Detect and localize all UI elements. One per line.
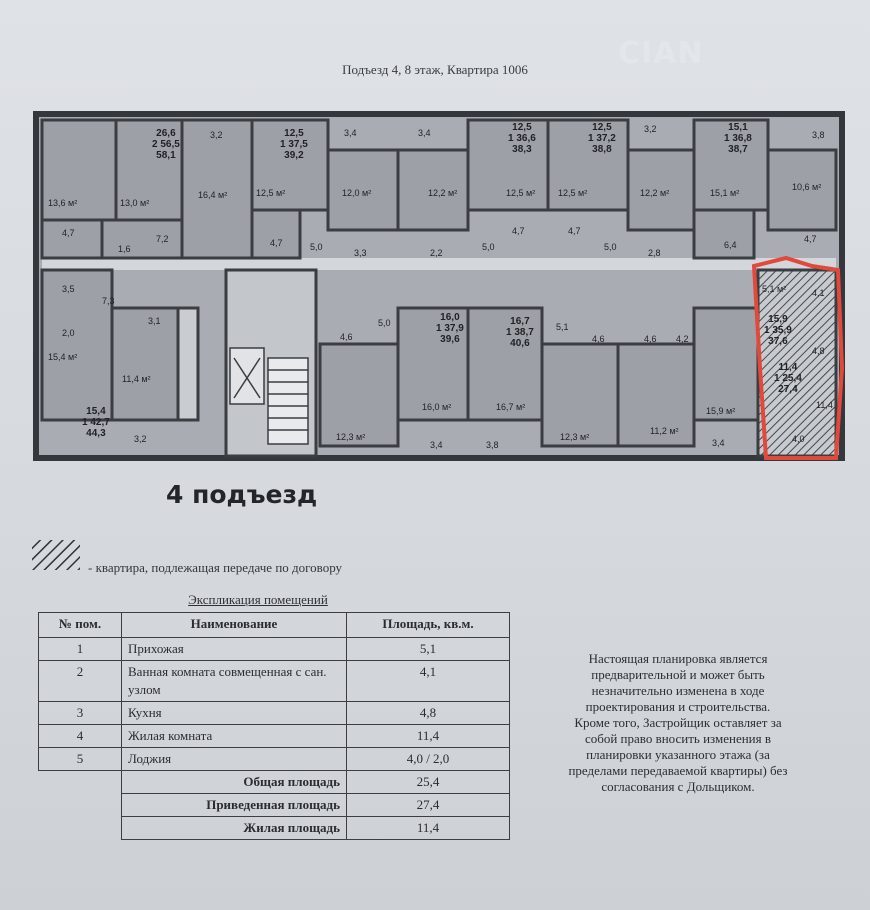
disclaimer-line: Настоящая планировка является bbox=[588, 651, 768, 666]
room-area: 3,8 bbox=[486, 440, 499, 450]
plan-label-b6: 15,9 1 35,9 37,6 bbox=[764, 314, 792, 347]
room-area: 3,8 bbox=[812, 130, 825, 140]
disclaimer-line: согласования с Дольщиком. bbox=[601, 779, 755, 794]
cell-area: 4,1 bbox=[347, 661, 510, 702]
room-area: 3,2 bbox=[210, 130, 223, 140]
floor-plan bbox=[30, 108, 860, 468]
room-area: 4,6 bbox=[340, 332, 353, 342]
blank-cell bbox=[39, 817, 122, 840]
plan-label-b3: 16,7 1 38,7 40,6 bbox=[506, 316, 534, 349]
room-area: 16,7 м² bbox=[496, 402, 526, 412]
room-area: 3,4 bbox=[344, 128, 357, 138]
room-area: 4,1 bbox=[812, 288, 825, 298]
plan-label-a1: 26,6 2 56,5 58,1 bbox=[152, 128, 180, 161]
room-area: 11,4 bbox=[816, 400, 833, 410]
cell-name: Кухня bbox=[122, 702, 347, 725]
room-area: 2,2 bbox=[430, 248, 443, 258]
room-area: 12,5 м² bbox=[256, 188, 286, 198]
cell-num: 5 bbox=[39, 748, 122, 771]
cell-area: 5,1 bbox=[347, 638, 510, 661]
cell-name: Ванная комната совмещенная с сан. узлом bbox=[122, 661, 347, 702]
explication-table bbox=[38, 612, 510, 840]
room-area: 2,0 bbox=[62, 328, 75, 338]
legend bbox=[30, 538, 430, 578]
plan-label-a5: 12,5 1 37,2 38,8 bbox=[588, 122, 616, 155]
room-area: 12,3 м² bbox=[336, 432, 366, 442]
room-area: 16,0 м² bbox=[422, 402, 452, 412]
disclaimer-line: Кроме того, Застройщик оставляет за bbox=[574, 715, 782, 730]
total-value: 11,4 bbox=[347, 817, 510, 840]
plan-label-b1: 15,4 1 42,7 44,3 bbox=[82, 406, 110, 439]
plan-label-a4: 12,5 1 36,6 38,3 bbox=[508, 122, 536, 155]
cell-num: 3 bbox=[39, 702, 122, 725]
room-area: 15,9 м² bbox=[706, 406, 736, 416]
room-area: 3,5 bbox=[62, 284, 75, 294]
room-area: 5,1 м² bbox=[762, 284, 787, 294]
disclaimer-line: планировки указанного этажа (за bbox=[586, 747, 770, 762]
cell-num: 4 bbox=[39, 725, 122, 748]
room-area: 12,0 м² bbox=[342, 188, 372, 198]
total-label: Приведенная площадь bbox=[122, 794, 347, 817]
room-area: 16,4 м² bbox=[198, 190, 228, 200]
room-area: 2,8 bbox=[648, 248, 661, 258]
table-row bbox=[39, 638, 510, 661]
room-area: 5,0 bbox=[482, 242, 495, 252]
total-value: 27,4 bbox=[347, 794, 510, 817]
room-area: 13,0 м² bbox=[120, 198, 150, 208]
table-caption: Экспликация помещений bbox=[188, 592, 328, 607]
room-area: 12,5 м² bbox=[558, 188, 588, 198]
room-area: 1,6 bbox=[118, 244, 131, 254]
total-label: Жилая площадь bbox=[122, 817, 347, 840]
room-area: 3,4 bbox=[430, 440, 443, 450]
room-area: 3,1 bbox=[148, 316, 161, 326]
cell-name: Лоджия bbox=[122, 748, 347, 771]
room-area: 4,2 bbox=[676, 334, 689, 344]
room-area: 12,5 м² bbox=[506, 188, 536, 198]
room-area: 3,3 bbox=[354, 248, 367, 258]
room-area: 7,3 bbox=[102, 296, 115, 306]
room-area: 5,0 bbox=[604, 242, 617, 252]
room-area: 4,8 bbox=[812, 346, 825, 356]
room-area: 13,6 м² bbox=[48, 198, 78, 208]
blank-cell bbox=[39, 794, 122, 817]
table-row bbox=[39, 702, 510, 725]
room-area: 11,2 м² bbox=[650, 426, 679, 436]
cell-name: Жилая комната bbox=[122, 725, 347, 748]
table-row bbox=[39, 661, 510, 702]
room-area: 15,1 м² bbox=[710, 188, 740, 198]
room-area: 12,2 м² bbox=[428, 188, 458, 198]
room-area: 12,2 м² bbox=[640, 188, 670, 198]
room-area: 3,2 bbox=[644, 124, 657, 134]
room-area: 3,4 bbox=[712, 438, 725, 448]
room-area: 10,6 м² bbox=[792, 182, 822, 192]
table-row bbox=[39, 725, 510, 748]
room-area: 4,0 bbox=[792, 434, 805, 444]
disclaimer-line: собой право вносить изменения в bbox=[584, 731, 772, 746]
room-area: 3,4 bbox=[418, 128, 431, 138]
disclaimer-text bbox=[538, 651, 818, 795]
legend-text: - квартира, подлежащая передаче по договору bbox=[88, 560, 343, 575]
cell-area: 11,4 bbox=[347, 725, 510, 748]
disclaimer-line: предварительной и может быть bbox=[591, 667, 765, 682]
room-area: 4,6 bbox=[644, 334, 657, 344]
room-area: 7,2 bbox=[156, 234, 169, 244]
total-label: Общая площадь bbox=[122, 771, 347, 794]
room-area: 12,3 м² bbox=[560, 432, 590, 442]
room-area: 4,7 bbox=[62, 228, 75, 238]
header-name: Наименование bbox=[122, 613, 347, 638]
cell-num: 1 bbox=[39, 638, 122, 661]
table-row bbox=[39, 748, 510, 771]
plan-label-a2: 12,5 1 37,5 39,2 bbox=[280, 128, 308, 161]
room-area: 15,4 м² bbox=[48, 352, 78, 362]
hatch-sample-icon bbox=[30, 538, 82, 572]
blank-cell bbox=[39, 771, 122, 794]
disclaimer-line: незначительно изменена в ходе bbox=[591, 683, 765, 698]
plan-label-b2: 16,0 1 37,9 39,6 bbox=[436, 312, 464, 345]
entrance-title: 4 подъезд bbox=[166, 480, 318, 509]
room-area: 4,7 bbox=[512, 226, 525, 236]
table-header-row bbox=[39, 613, 510, 638]
room-area: 3,2 bbox=[134, 434, 147, 444]
total-row bbox=[39, 817, 510, 840]
room-area: 5,0 bbox=[378, 318, 391, 328]
room-area: 4,7 bbox=[804, 234, 817, 244]
cell-area: 4,0 / 2,0 bbox=[347, 748, 510, 771]
header-area: Площадь, кв.м. bbox=[347, 613, 510, 638]
cell-num: 2 bbox=[39, 661, 122, 702]
cell-name: Прихожая bbox=[122, 638, 347, 661]
room-area: 4,7 bbox=[568, 226, 581, 236]
cell-area: 4,8 bbox=[347, 702, 510, 725]
total-row bbox=[39, 794, 510, 817]
total-row bbox=[39, 771, 510, 794]
room-area: 11,4 м² bbox=[122, 374, 151, 384]
header-num: № пом. bbox=[39, 613, 122, 638]
document-header: Подъезд 4, 8 этаж, Квартира 1006 bbox=[342, 62, 528, 77]
room-area: 4,6 bbox=[592, 334, 605, 344]
disclaimer-line: проектирования и строительства. bbox=[585, 699, 771, 714]
plan-label-a6: 15,1 1 36,8 38,7 bbox=[724, 122, 752, 155]
room-areas bbox=[30, 108, 860, 468]
room-area: 6,4 bbox=[724, 240, 737, 250]
disclaimer-line: пределами передаваемой квартиры) без bbox=[568, 763, 788, 778]
total-value: 25,4 bbox=[347, 771, 510, 794]
plan-label-target: 11,4 1 25,4 27,4 bbox=[774, 362, 802, 395]
room-area: 5,0 bbox=[310, 242, 323, 252]
room-area: 4,7 bbox=[270, 238, 283, 248]
room-area: 5,1 bbox=[556, 322, 569, 332]
watermark-logo: CIAN bbox=[618, 36, 704, 71]
